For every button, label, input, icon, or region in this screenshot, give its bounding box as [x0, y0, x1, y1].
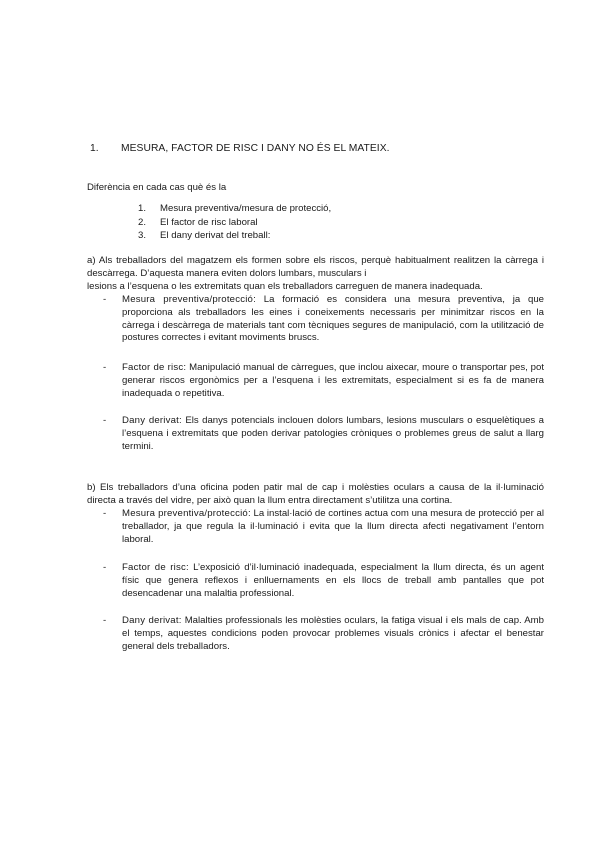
bullet-label: Factor de risc:	[122, 562, 189, 573]
bullet-dash: -	[103, 508, 107, 519]
bullet-text: La instal·lació de cortines actua com una mesura de protecció per al treballador, ja que regula la il·luminació i evita que la llum directa afecti negativament l’entorn laboral.	[122, 508, 544, 545]
bullet-text: Els danys potencials inclouen dolors lumbars, lesions musculars o esquelètiques a l’esquena i extremitats que poden derivar patologies cròniques o problemes greus de salut a llarg termini.	[122, 415, 545, 452]
case-a-derived-damage	[103, 415, 544, 453]
question-item	[138, 216, 331, 230]
heading-title: MESURA, FACTOR DE RISC I DANY NO ÉS EL MATEIX.	[121, 143, 390, 154]
bullet-text: L’exposició d’il·luminació inadequada, especialment la llum directa, és un agent físic que genera reflexos i enlluernaments en els llocs de treball amb pantalles que pot desencadenar una malaltia professional.	[122, 562, 544, 599]
bullet-text: La formació es considera una mesura preventiva, ja que proporciona als treballadors les eines i coneixements necessaris per minimitzar riscos en la càrrega i descàrrega de materials tant com tècniques segures de manipulació, com la utilització de postures correctes i evitant moviments bruscs.	[122, 294, 545, 344]
question-text: El factor de risc laboral	[160, 216, 258, 228]
section-heading	[90, 143, 390, 154]
bullet-dash: -	[103, 294, 107, 305]
question-list	[138, 202, 331, 243]
bullet-dash: -	[103, 615, 107, 626]
case-b-risk-factor	[103, 562, 544, 600]
bullet-label: Dany derivat:	[122, 615, 182, 626]
case-b-intro: b) Els treballadors d’una oficina poden patir mal de cap i molèsties oculars a causa de la il·luminació directa a través del vidre, per això quan la llum entra directament s’utilitza una cortina.	[87, 482, 544, 506]
bullet-text: Manipulació manual de càrregues, que inclou aixecar, moure o transportar pes, pot generar riscos ergonòmics per a l’esquena i les extremitats, especialment si es fa de manera inadequada o repetitiva.	[122, 362, 545, 399]
bullet-label: Factor de risc:	[122, 362, 187, 373]
bullet-text: Malalties professionals les molèsties oculars, la fatiga visual i els mals de cap. Amb el temps, aquestes condicions poden provocar problemes visuals crònics i afectar el benestar general dels treballadors.	[122, 615, 544, 652]
case-a-bullet-list	[103, 415, 544, 453]
case-a-line-1: a) Als treballadors del magatzem els formen sobre els riscos, perquè habitualment realitzen la càrrega i descàrrega. D’aquesta manera eviten dolors lumbars, musculars i	[87, 255, 544, 279]
bullet-label: Mesura preventiva/protecció:	[122, 294, 256, 305]
case-a-preventive-measure	[103, 294, 544, 345]
question-item	[138, 202, 331, 216]
case-a-risk-factor	[103, 362, 544, 400]
question-number: 3.	[138, 230, 147, 241]
case-a-bullet-list	[103, 362, 544, 400]
question-number: 1.	[138, 203, 147, 214]
question-number: 2.	[138, 216, 147, 228]
case-b-bullet-list	[103, 615, 544, 653]
case-b-preventive-measure	[103, 508, 544, 546]
case-a-intro	[87, 255, 544, 293]
case-b-bullet-list	[103, 508, 544, 546]
question-text: El dany derivat del treball:	[160, 230, 271, 241]
bullet-dash: -	[103, 415, 107, 426]
bullet-label: Mesura preventiva/protecció:	[122, 508, 251, 519]
case-b-bullet-list	[103, 562, 544, 600]
intro-text: Diferència en cada cas què és la	[87, 182, 227, 193]
question-text: Mesura preventiva/mesura de protecció,	[160, 203, 332, 214]
question-item	[138, 229, 331, 243]
case-b-derived-damage	[103, 615, 544, 653]
bullet-dash: -	[103, 562, 107, 573]
bullet-label: Dany derivat:	[122, 415, 182, 426]
case-a-bullet-list	[103, 294, 544, 345]
bullet-dash: -	[103, 362, 107, 373]
case-a-line-2: lesions a l’esquena o les extremitats quan els treballadors carreguen de manera inadequada.	[87, 280, 483, 292]
heading-number: 1.	[90, 143, 99, 154]
